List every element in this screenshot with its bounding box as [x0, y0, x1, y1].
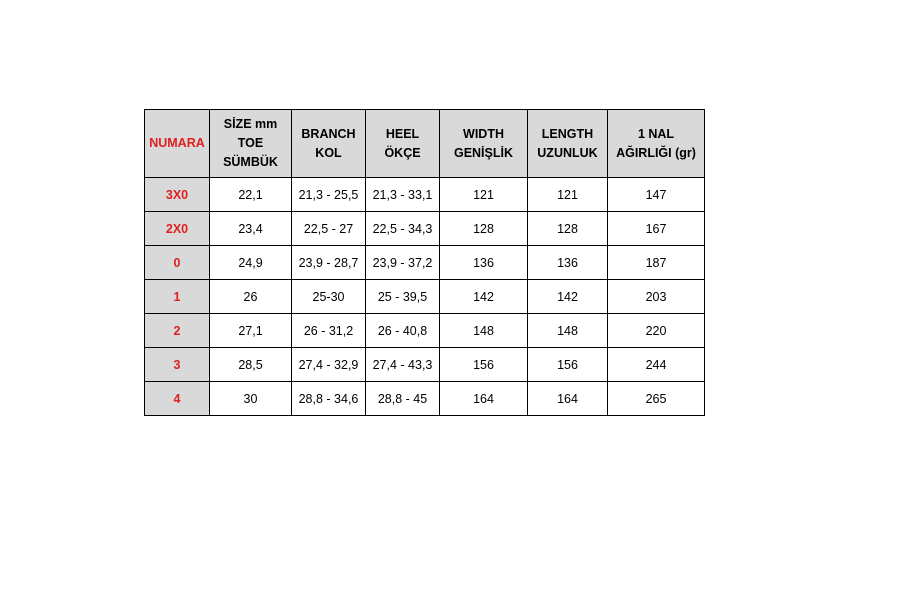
cell-weight: 187	[608, 246, 705, 280]
table-row	[145, 246, 705, 280]
cell-toe: 28,5	[210, 348, 292, 382]
cell-toe: 23,4	[210, 212, 292, 246]
cell-branch: 27,4 - 32,9	[292, 348, 366, 382]
cell-length: 128	[528, 212, 608, 246]
header-numara: NUMARA	[145, 110, 210, 178]
cell-width: 142	[440, 280, 528, 314]
cell-size-number: 4	[145, 382, 210, 416]
header-branch: BRANCH KOL	[292, 110, 366, 178]
cell-toe: 22,1	[210, 178, 292, 212]
header-size-toe: SİZE mm TOE SÜMBÜK	[210, 110, 292, 178]
header-weight: 1 NAL AĞIRLIĞI (gr)	[608, 110, 705, 178]
cell-length: 136	[528, 246, 608, 280]
cell-toe: 30	[210, 382, 292, 416]
cell-width: 156	[440, 348, 528, 382]
cell-length: 121	[528, 178, 608, 212]
cell-toe: 24,9	[210, 246, 292, 280]
cell-toe: 26	[210, 280, 292, 314]
cell-branch: 26 - 31,2	[292, 314, 366, 348]
cell-size-number: 3X0	[145, 178, 210, 212]
cell-branch: 28,8 - 34,6	[292, 382, 366, 416]
header-row	[145, 110, 705, 178]
table-row	[145, 178, 705, 212]
cell-width: 128	[440, 212, 528, 246]
horseshoe-size-table	[144, 109, 705, 416]
cell-width: 148	[440, 314, 528, 348]
cell-weight: 167	[608, 212, 705, 246]
table-row	[145, 212, 705, 246]
header-heel: HEEL ÖKÇE	[366, 110, 440, 178]
cell-branch: 22,5 - 27	[292, 212, 366, 246]
header-length: LENGTH UZUNLUK	[528, 110, 608, 178]
cell-size-number: 1	[145, 280, 210, 314]
cell-toe: 27,1	[210, 314, 292, 348]
cell-weight: 203	[608, 280, 705, 314]
cell-size-number: 2	[145, 314, 210, 348]
cell-length: 142	[528, 280, 608, 314]
cell-size-number: 2X0	[145, 212, 210, 246]
cell-branch: 23,9 - 28,7	[292, 246, 366, 280]
cell-heel: 22,5 - 34,3	[366, 212, 440, 246]
cell-heel: 23,9 - 37,2	[366, 246, 440, 280]
cell-heel: 26 - 40,8	[366, 314, 440, 348]
table-row	[145, 314, 705, 348]
cell-width: 164	[440, 382, 528, 416]
cell-branch: 25-30	[292, 280, 366, 314]
cell-weight: 265	[608, 382, 705, 416]
table-row	[145, 280, 705, 314]
cell-size-number: 0	[145, 246, 210, 280]
table-row	[145, 348, 705, 382]
cell-heel: 27,4 - 43,3	[366, 348, 440, 382]
cell-length: 156	[528, 348, 608, 382]
cell-weight: 220	[608, 314, 705, 348]
cell-heel: 25 - 39,5	[366, 280, 440, 314]
cell-heel: 28,8 - 45	[366, 382, 440, 416]
cell-width: 136	[440, 246, 528, 280]
cell-length: 164	[528, 382, 608, 416]
cell-width: 121	[440, 178, 528, 212]
header-width: WIDTH GENİŞLİK	[440, 110, 528, 178]
cell-branch: 21,3 - 25,5	[292, 178, 366, 212]
table-body	[145, 178, 705, 416]
cell-length: 148	[528, 314, 608, 348]
table-row	[145, 382, 705, 416]
cell-weight: 147	[608, 178, 705, 212]
cell-weight: 244	[608, 348, 705, 382]
cell-heel: 21,3 - 33,1	[366, 178, 440, 212]
cell-size-number: 3	[145, 348, 210, 382]
